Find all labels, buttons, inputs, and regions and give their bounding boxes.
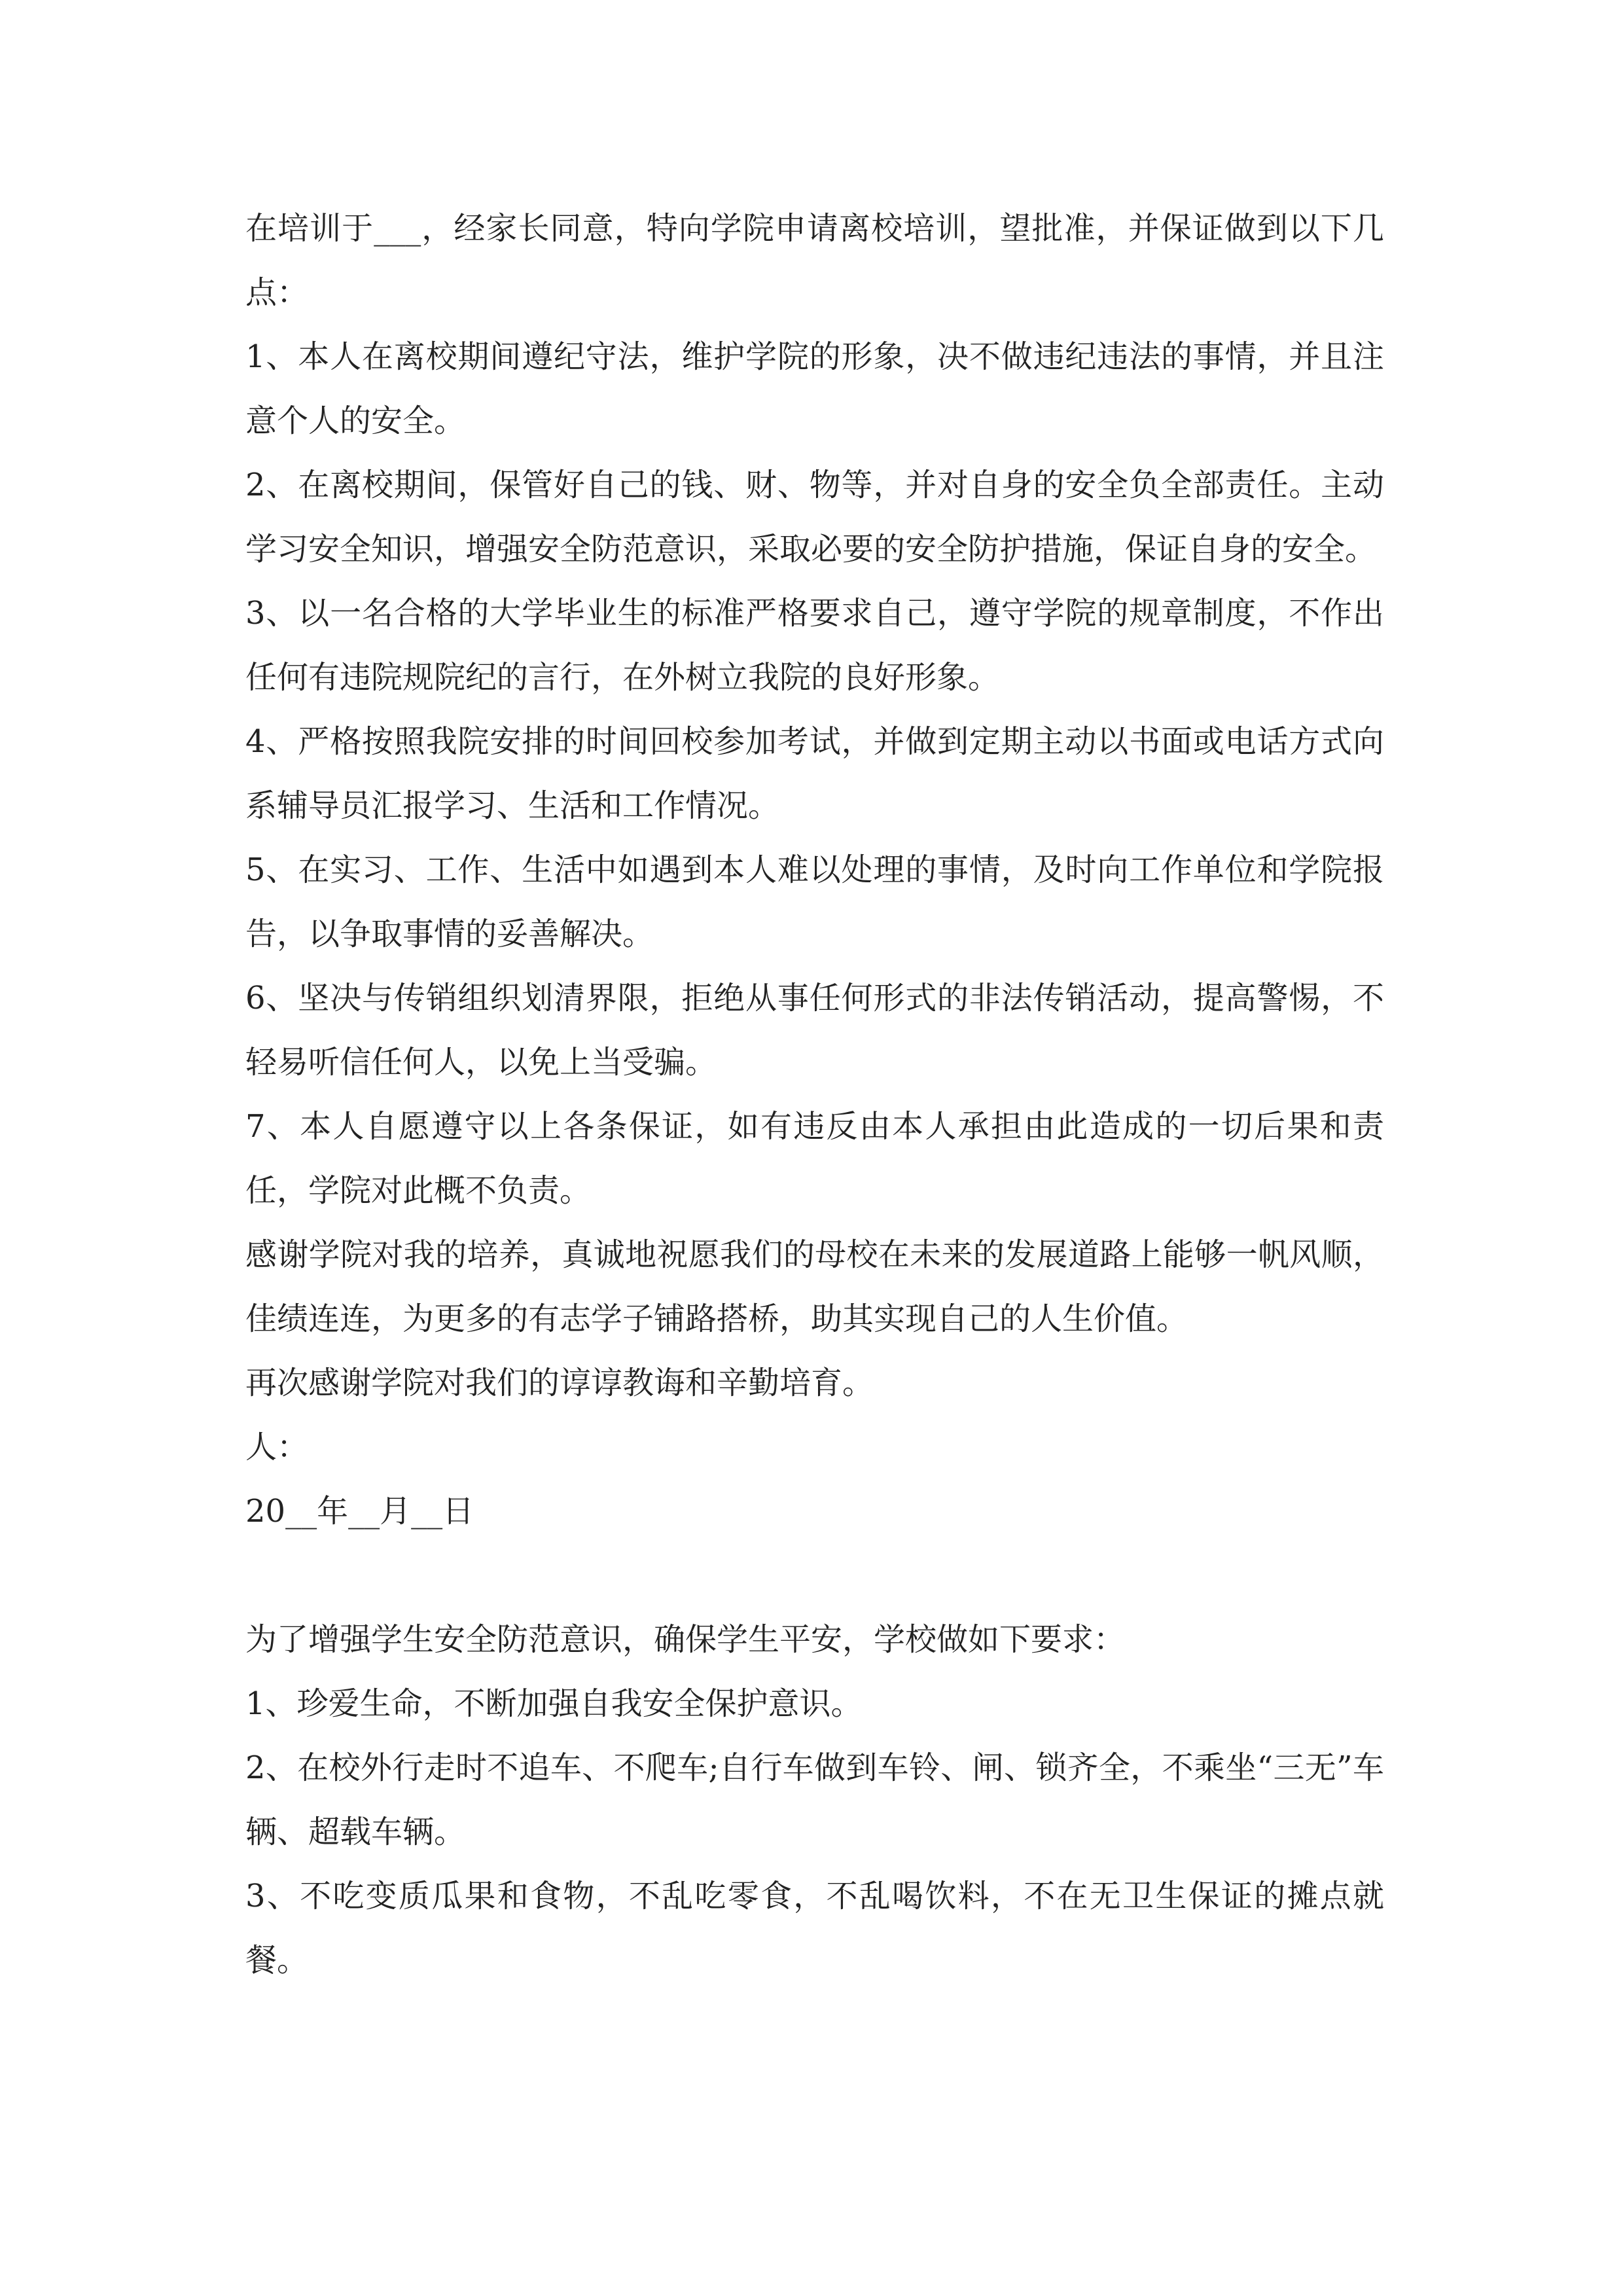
- section2-intro: 为了增强学生安全防范意识，确保学生平安，学校做如下要求：: [245, 1621, 1126, 1658]
- document-body: [245, 196, 1384, 1992]
- section1-item-1: 1、本人在离校期间遵纪守法，维护学院的形象，决不做违纪违法的事情，并且注意个人的安全。: [245, 338, 1384, 439]
- section1-item-4: 4、严格按照我院安排的时间回校参加考试，并做到定期主动以书面或电话方式向系辅导员汇报学习、生活和工作情况。: [245, 723, 1384, 824]
- thanks-paragraph: 感谢学院对我的培养，真诚地祝愿我们的母校在未来的发展道路上能够一帆风顺，佳绩连连，为更多的有志学子铺路搭桥，助其实现自己的人生价值。: [245, 1236, 1384, 1337]
- section-divider-space: [245, 1543, 1384, 1607]
- date-line: 20__年__月__日: [245, 1493, 474, 1530]
- section2-item-3: 3、不吃变质瓜果和食物，不乱吃零食，不乱喝饮料，不在无卫生保证的摊点就餐。: [245, 1878, 1384, 1979]
- section1-item-2: 2、在离校期间，保管好自己的钱、财、物等，并对自身的安全负全部责任。主动学习安全知识，增强安全防范意识，采取必要的安全防护措施，保证自身的安全。: [245, 467, 1384, 567]
- section1-item-7: 7、本人自愿遵守以上各条保证，如有违反由本人承担由此造成的一切后果和责任，学院对此概不负责。: [245, 1108, 1384, 1209]
- section1-item-5: 5、在实习、工作、生活中如遇到本人难以处理的事情，及时向工作单位和学院报告，以争取事情的妥善解决。: [245, 852, 1384, 952]
- section2-item-1: 1、珍爱生命，不断加强自我安全保护意识。: [245, 1685, 863, 1722]
- thanks-again-paragraph: 再次感谢学院对我们的谆谆教诲和辛勤培育。: [245, 1365, 874, 1401]
- section1-intro: 在培训于___，经家长同意，特向学院申请离校培训，望批准，并保证做到以下几点：: [245, 210, 1384, 311]
- section1-item-6: 6、坚决与传销组织划清界限，拒绝从事任何形式的非法传销活动，提高警惕，不轻易听信任何人，以免上当受骗。: [245, 980, 1384, 1081]
- section1-item-3: 3、以一名合格的大学毕业生的标准严格要求自己，遵守学院的规章制度，不作出任何有违院规院纪的言行，在外树立我院的良好形象。: [245, 595, 1384, 696]
- signature-line: 人：: [245, 1429, 309, 1465]
- section2-item-2: 2、在校外行走时不追车、不爬车;自行车做到车铃、闸、锁齐全，不乘坐“三无”车辆、超载车辆。: [245, 1749, 1384, 1850]
